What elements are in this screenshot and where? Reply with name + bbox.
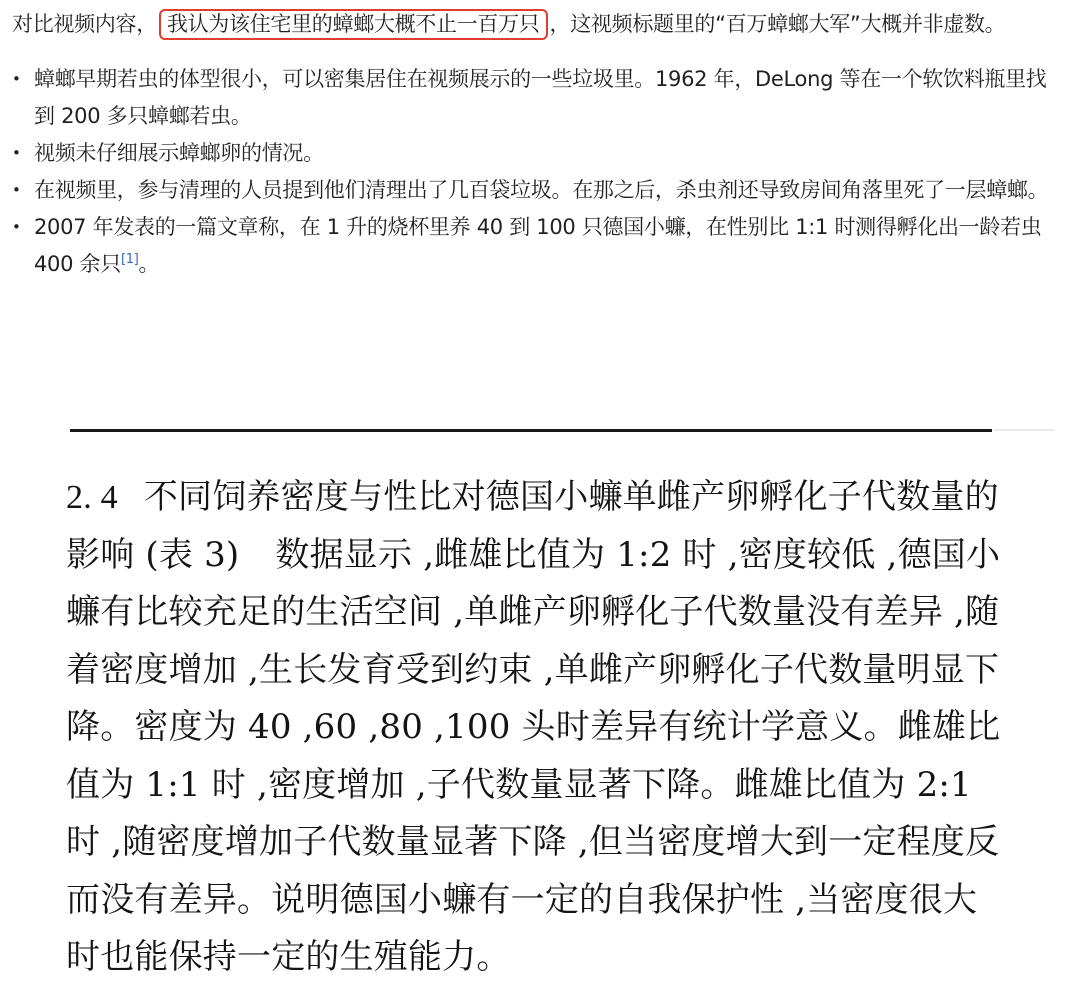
list-item: • 在视频里，参与清理的人员提到他们清理出了几百袋垃圾。在那之后，杀虫剂还导致房间角落里死了一层蟑螂。: [12, 172, 1062, 209]
section-number: 2. 4: [66, 479, 118, 516]
highlighted-claim: 我认为该住宅里的蟑螂大概不止一百万只: [159, 9, 548, 40]
intro-text-after: ，这视频标题里的“百万蟑螂大军”大概并非虚数。: [549, 12, 1006, 36]
excerpt-top-rule: [70, 429, 992, 432]
article-body: [12, 6, 1062, 283]
list-item: • 2007 年发表的一篇文章称，在 1 升的烧杯里养 40 到 100 只德国小蠊，在性别比 1:1 时测得孵化出一龄若虫 400 余只[1]。: [12, 209, 1062, 283]
excerpt-paragraph: [66, 469, 1006, 987]
intro-text-before: 对比视频内容，: [12, 12, 157, 36]
intro-paragraph: [12, 6, 1062, 43]
paper-excerpt-image: [66, 469, 1006, 987]
rule-shadow: [994, 429, 1054, 431]
table-reference: (表 3): [145, 534, 240, 575]
citation-link[interactable]: [1]: [120, 252, 139, 267]
bullet-list: [12, 61, 1062, 283]
excerpt-body: 数据显示 ,雌雄比值为 1:2 时 ,密度较低 ,德国小蠊有比较充足的生活空间 ,单雌产卵孵化子代数量没有差异 ,随着密度增加 ,生长发育受到约束 ,单雌产卵孵化子代数量明显下降。密度为 40 ,60 ,80 ,100 头时差异有统计学意义。雌雄比值为 1:1 时 ,密度增加 ,子代数量显著下降。雌雄比值为 2:1 时 ,随密度增加子代数量显著下降 ,但当密度增大到一定程度反而没有差异。说明德国小蠊有一定的自我保护性 ,当密度很大时也能保持一定的生殖能力。: [66, 534, 1001, 977]
list-item: • 视频未仔细展示蟑螂卵的情况。: [12, 135, 1062, 172]
section-title: 不同饲养密度与性比对德国小蠊单雌产卵孵化子代数量的影响: [66, 477, 999, 575]
list-item: • 蟑螂早期若虫的体型很小，可以密集居住在视频展示的一些垃圾里。1962 年，DeLong 等在一个软饮料瓶里找到 200 多只蟑螂若虫。: [12, 61, 1062, 135]
